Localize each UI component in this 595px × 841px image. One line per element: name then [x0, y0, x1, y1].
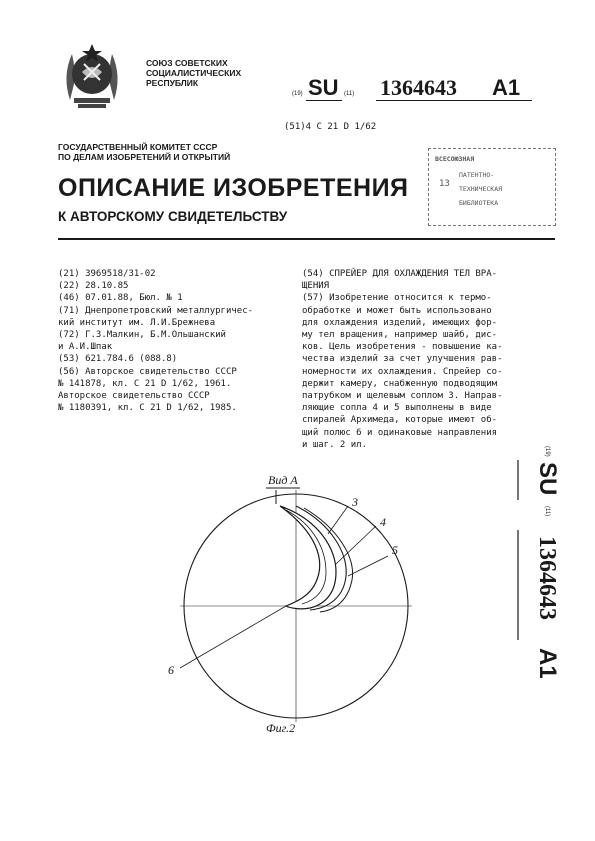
- union-name: [146, 58, 241, 88]
- abstract-line: и шаг. 2 ил.: [302, 439, 368, 450]
- figure-2: [160, 462, 440, 742]
- bibliographic-data: [58, 268, 298, 414]
- abstract: [302, 268, 522, 451]
- committee-line: ГОСУДАРСТВЕННЫЙ КОМИТЕТ СССР: [58, 142, 218, 152]
- side-code-19: (19): [544, 446, 550, 457]
- leader-4: [336, 526, 376, 564]
- abstract-line: щий полюс 6 и одинаковые направления: [302, 427, 498, 438]
- abstract-line: обработке и может быть использовано: [302, 305, 492, 316]
- committee-name: [58, 142, 230, 162]
- leader-3: [328, 506, 348, 534]
- stamp-line: ТЕХНИЧЕСКАЯ: [459, 185, 503, 193]
- document-title: ОПИСАНИЕ ИЗОБРЕТЕНИЯ: [58, 174, 409, 202]
- label-6: 6: [168, 663, 174, 677]
- biblio-line: кий институт им. Л.И.Брежнева: [58, 317, 216, 328]
- header-divider: [58, 238, 555, 240]
- abstract-line: для охлаждения изделий, имеющих фор-: [302, 317, 498, 328]
- code-19: (19): [292, 91, 303, 97]
- committee-line: ПО ДЕЛАМ ИЗОБРЕТЕНИЙ И ОТКРЫТИЙ: [58, 152, 231, 162]
- abstract-line: ляющие сопла 4 и 5 выполнены в виде: [302, 403, 492, 414]
- abstract-line: держит камеру, снабженную подводящим: [302, 378, 498, 389]
- abstract-line: му тел вращения, например шайб, дис-: [302, 330, 498, 341]
- biblio-line: Авторское свидетельство СССР: [58, 391, 210, 402]
- biblio-line: № 141878, кл. С 21 D 1/62, 1961.: [58, 378, 232, 389]
- biblio-line: (71) Днепропетровский металлургичес-: [58, 305, 254, 316]
- nozzle-3: [280, 506, 336, 609]
- biblio-line: (46) 07.01.88, Бюл. № 1: [58, 293, 183, 304]
- union-line: СОЦИАЛИСТИЧЕСКИХ: [146, 68, 242, 78]
- biblio-line: (22) 28.10.85: [58, 281, 129, 292]
- leader-6: [180, 606, 286, 668]
- side-country: SU: [534, 462, 561, 496]
- union-line: СОЮЗ СОВЕТСКИХ: [146, 58, 228, 68]
- side-kind: A1: [534, 648, 561, 679]
- abstract-line: спиралей Архимеда, которые имеют об-: [302, 415, 498, 426]
- patent-kind: A1: [492, 75, 521, 100]
- abstract-line: чества изделий за счет улучшения рав-: [302, 354, 503, 365]
- patent-number: 1364643: [380, 75, 457, 100]
- abstract-line: ЩЕНИЯ: [302, 281, 330, 292]
- biblio-line: (53) 621.784.6 (088.8): [58, 354, 178, 365]
- biblio-line: (72) Г.З.Малкин, Б.М.Ольшанский: [58, 330, 226, 341]
- patent-number-row: [292, 75, 532, 105]
- code-11: (11): [344, 91, 355, 97]
- label-3: 3: [352, 495, 358, 509]
- abstract-line: патрубком и щелевым соплом 3. Направ-: [302, 391, 503, 402]
- abstract-line: (57) Изобретение относится к термо-: [302, 293, 492, 304]
- biblio-line: (56) Авторское свидетельство СССР: [58, 366, 237, 377]
- country-code: SU: [308, 75, 339, 100]
- biblio-line: и А.И.Шпак: [58, 342, 113, 353]
- state-emblem-icon: [60, 40, 124, 112]
- stamp-line: ПАТЕНТНО-: [459, 171, 495, 179]
- ipc-classification: (51)4 С 21 D 1/62: [284, 122, 377, 132]
- biblio-line: № 1180391, кл. С 21 D 1/62, 1985.: [58, 403, 237, 414]
- label-5: 5: [392, 543, 398, 557]
- abstract-line: номерности их охлаждения. Спрейер со-: [302, 366, 503, 377]
- stamp-line: ВСЕСОЮЗНАЯ: [435, 155, 475, 163]
- side-patent-number: [508, 440, 568, 700]
- side-number: 1364643: [534, 536, 560, 620]
- view-label: Вид А: [268, 473, 298, 487]
- abstract-line: ков. Цель изобретения - повышение ка-: [302, 342, 503, 353]
- label-4: 4: [380, 515, 386, 529]
- document-subtitle: К АВТОРСКОМУ СВИДЕТЕЛЬСТВУ: [58, 209, 288, 224]
- figure-caption: Фиг.2: [266, 721, 296, 735]
- library-stamp: [428, 148, 556, 226]
- abstract-line: (54) СПРЕЙЕР ДЛЯ ОХЛАЖДЕНИЯ ТЕЛ ВРА-: [302, 269, 498, 279]
- stamp-number: 13: [439, 179, 450, 189]
- union-line: РЕСПУБЛИК: [146, 78, 199, 88]
- stamp-line: БИБЛИОТЕКА: [459, 199, 499, 207]
- leader-5: [348, 556, 388, 576]
- biblio-line: (21) 3969518/31-02: [58, 269, 156, 279]
- side-code-11: (11): [544, 506, 550, 517]
